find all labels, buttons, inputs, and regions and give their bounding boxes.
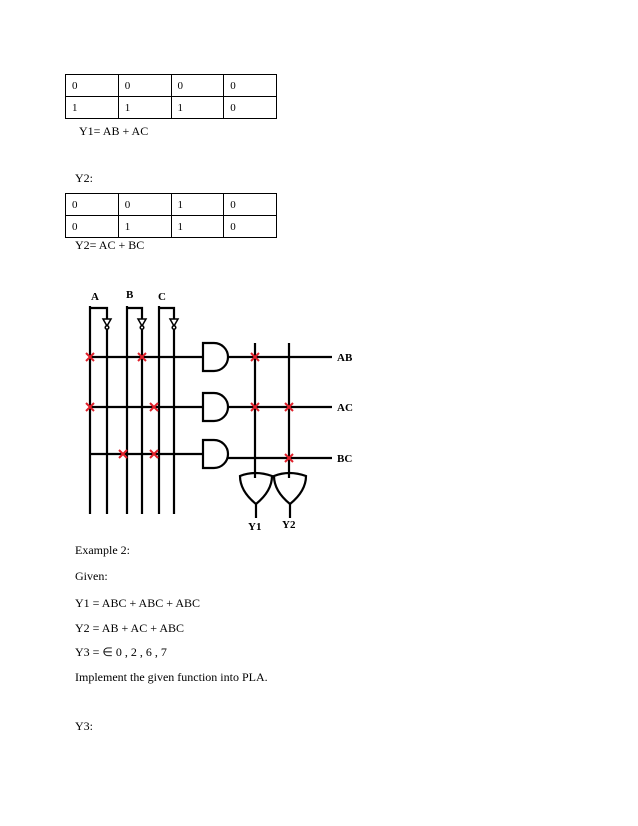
input-label-a: A (91, 291, 99, 303)
given-label: Given: (75, 569, 108, 583)
example-heading: Example 2: (75, 543, 130, 557)
term-label-bc: BC (337, 453, 353, 465)
and-gate-2 (203, 393, 228, 421)
table-row (66, 194, 277, 216)
table-row (66, 75, 277, 97)
and-gate-1 (203, 343, 228, 371)
truth-table-1 (65, 74, 277, 119)
table-cell: 1 (118, 216, 171, 238)
y3-heading: Y3: (75, 719, 93, 733)
table-cell: 1 (171, 97, 224, 119)
output-label-y1: Y1 (248, 521, 262, 533)
term-label-ab: AB (337, 352, 353, 364)
input-b-wire (127, 306, 142, 514)
table-cell: 0 (66, 75, 119, 97)
table-cell: 0 (171, 75, 224, 97)
input-label-c: C (158, 291, 166, 303)
table-cell: 0 (224, 97, 277, 119)
table-cell: 1 (66, 97, 119, 119)
table-cell: 1 (118, 97, 171, 119)
instruction-text: Implement the given function into PLA. (75, 670, 268, 684)
table-cell: 0 (224, 194, 277, 216)
table-cell: 0 (224, 216, 277, 238)
pla-circuit-diagram (60, 286, 370, 536)
input-label-b: B (126, 289, 134, 301)
and-gate-3 (203, 440, 228, 468)
output-label-y2: Y2 (282, 519, 296, 531)
equation-y3: Y3 = ∈ 0 , 2 , 6 , 7 (75, 645, 167, 659)
table-row (66, 216, 277, 238)
input-c-wire (159, 306, 174, 514)
table-row (66, 97, 277, 119)
table-cell: 0 (118, 194, 171, 216)
truth-table-2 (65, 193, 277, 238)
term-label-ac: AC (337, 402, 353, 414)
table-cell: 0 (66, 216, 119, 238)
equation-y1: Y1 = ABC + ABC + ABC (75, 596, 201, 610)
table-cell: 1 (171, 216, 224, 238)
y2-heading: Y2: (75, 171, 93, 185)
table-cell: 0 (224, 75, 277, 97)
y1-expression: Y1= AB + AC (79, 124, 149, 138)
table-cell: 0 (66, 194, 119, 216)
table-cell: 1 (171, 194, 224, 216)
equation-y2: Y2 = AB + AC + ABC (75, 621, 184, 635)
table-cell: 0 (118, 75, 171, 97)
y2-expression: Y2= AC + BC (75, 238, 145, 252)
